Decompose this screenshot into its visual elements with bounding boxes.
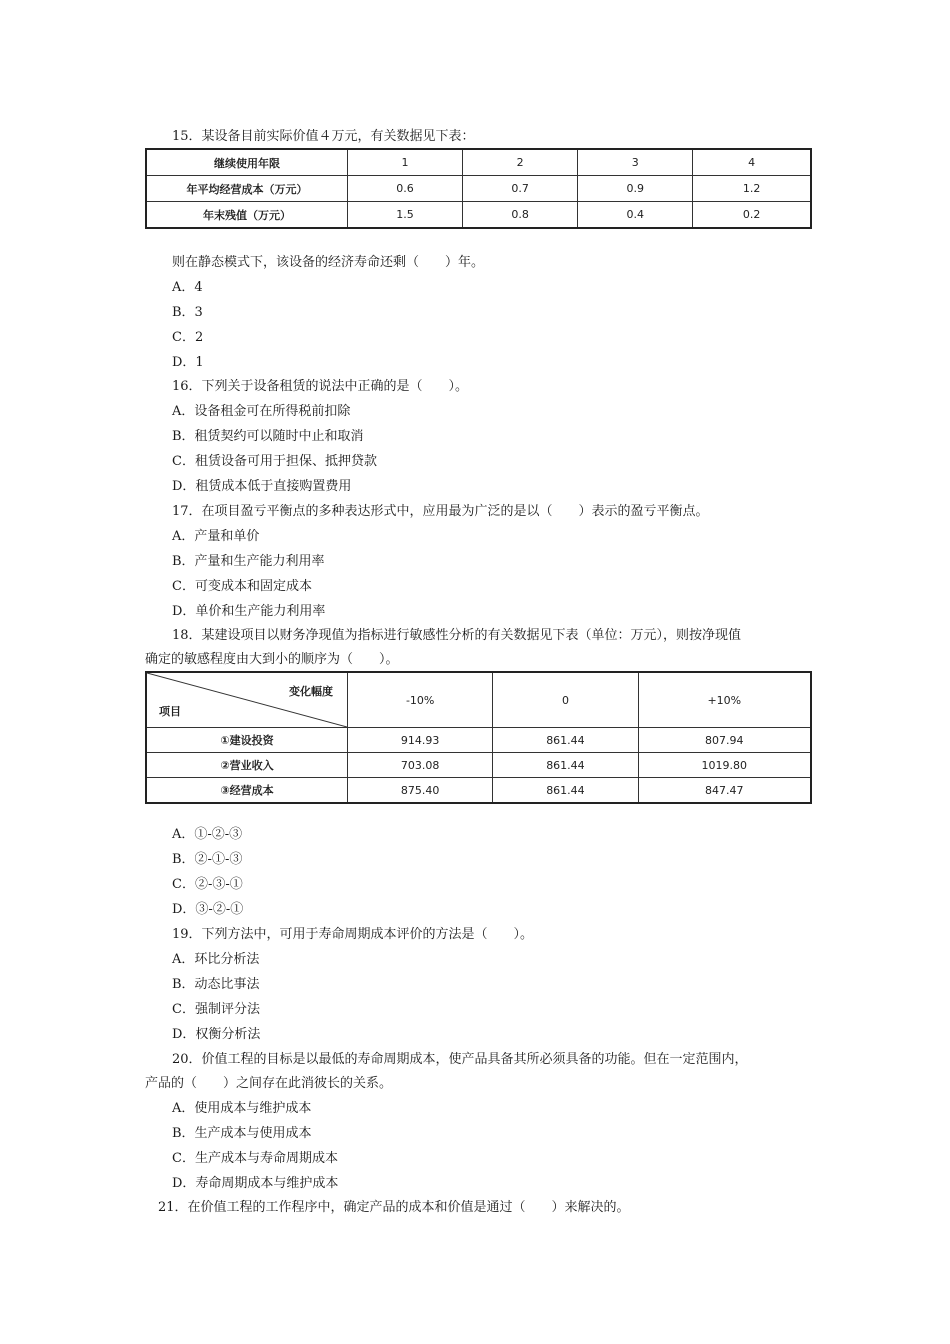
table-cell: 0.9: [578, 176, 693, 202]
q16-option-a: A．设备租金可在所得税前扣除: [172, 404, 351, 419]
corner-label-change: 变化幅度: [289, 685, 333, 698]
q19-option-b: B．动态比事法: [172, 977, 260, 992]
table-column-header: +10%: [638, 672, 811, 728]
q17-option-d: D．单价和生产能力利用率: [172, 604, 326, 619]
table-cell: 1.2: [693, 176, 811, 202]
corner-label-item: 项目: [159, 705, 181, 718]
q16-option-b: B．租赁契约可以随时中止和取消: [172, 429, 364, 444]
q18-stem-line2: 确定的敏感程度由大到小的顺序为（ ）。: [145, 652, 399, 667]
q18-option-a: A．①-②-③: [172, 827, 243, 842]
q20-stem-line1: 20．价值工程的目标是以最低的寿命周期成本，使产品具备其所必须具备的功能。但在一定范围内，: [172, 1052, 748, 1067]
q19-stem: 19．下列方法中，可用于寿命周期成本评价的方法是（ ）。: [172, 927, 534, 942]
table-row: [146, 778, 811, 804]
q15-question: 则在静态模式下，该设备的经济寿命还剩（ ）年。: [172, 255, 485, 270]
q15-option-a: A．4: [172, 280, 203, 295]
table-cell: 0.2: [693, 202, 811, 229]
q15-option-b: B．3: [172, 305, 203, 320]
table-row-label: ①建设投资: [146, 728, 348, 753]
table-cell: 0.4: [578, 202, 693, 229]
table-cell: 807.94: [638, 728, 811, 753]
table-cell: 4: [693, 149, 811, 176]
table-cell: 914.93: [348, 728, 493, 753]
table-cell: 0.6: [348, 176, 463, 202]
q20-option-a: A．使用成本与维护成本: [172, 1101, 312, 1116]
table-row: [146, 753, 811, 778]
table-row: [146, 672, 811, 728]
q21-stem: 21．在价值工程的工作程序中，确定产品的成本和价值是通过（ ）来解决的。: [158, 1200, 630, 1215]
q18-stem-line1: 18．某建设项目以财务净现值为指标进行敏感性分析的有关数据见下表（单位：万元），则按净现值: [172, 628, 742, 643]
q15-stem: 15．某设备目前实际价值４万元，有关数据见下表：: [172, 129, 475, 144]
table-cell: 1.5: [348, 202, 463, 229]
table-row-label: 继续使用年限: [146, 149, 348, 176]
table-corner-cell: [146, 672, 348, 728]
q18-option-d: D．③-②-①: [172, 902, 244, 917]
table-row: [146, 176, 811, 202]
table-cell: 847.47: [638, 778, 811, 804]
q20-option-c: C．生产成本与寿命周期成本: [172, 1151, 338, 1166]
table-cell: 0.8: [463, 202, 578, 229]
q20-option-b: B．生产成本与使用成本: [172, 1126, 312, 1141]
q19-option-c: C．强制评分法: [172, 1002, 260, 1017]
table-cell: 0.7: [463, 176, 578, 202]
table-cell: 3: [578, 149, 693, 176]
q16-option-d: D．租赁成本低于直接购置费用: [172, 479, 352, 494]
q17-option-a: A．产量和单价: [172, 529, 260, 544]
table-cell: 703.08: [348, 753, 493, 778]
q16-stem: 16．下列关于设备租赁的说法中正确的是（ ）。: [172, 379, 469, 394]
q18-option-c: C．②-③-①: [172, 877, 243, 892]
table-cell: 861.44: [493, 753, 638, 778]
table-row: [146, 728, 811, 753]
table-cell: 2: [463, 149, 578, 176]
q15-option-c: C．2: [172, 330, 204, 345]
q18-option-b: B．②-①-③: [172, 852, 243, 867]
table-row-label: 年平均经营成本（万元）: [146, 176, 348, 202]
q20-option-d: D．寿命周期成本与维护成本: [172, 1176, 339, 1191]
table-row-label: 年末残值（万元）: [146, 202, 348, 229]
table-column-header: 0: [493, 672, 638, 728]
q19-option-d: D．权衡分析法: [172, 1027, 261, 1042]
q16-option-c: C．租赁设备可用于担保、抵押贷款: [172, 454, 377, 469]
q15-option-d: D．1: [172, 355, 204, 370]
table-row-label: ②营业收入: [146, 753, 348, 778]
table-column-header: -10%: [348, 672, 493, 728]
table-cell: 1: [348, 149, 463, 176]
q17-stem: 17．在项目盈亏平衡点的多种表达形式中，应用最为广泛的是以（ ）表示的盈亏平衡点。: [172, 504, 709, 519]
table-cell: 1019.80: [638, 753, 811, 778]
q20-stem-line2: 产品的（ ）之间存在此消彼长的关系。: [145, 1076, 393, 1091]
table-row-label: ③经营成本: [146, 778, 348, 804]
q17-option-c: C．可变成本和固定成本: [172, 579, 312, 594]
table-cell: 875.40: [348, 778, 493, 804]
table-row: [146, 202, 811, 229]
q19-option-a: A．环比分析法: [172, 952, 260, 967]
q18-sensitivity-table: [145, 671, 812, 804]
q17-option-b: B．产量和生产能力利用率: [172, 554, 325, 569]
q15-data-table: [145, 148, 812, 229]
table-cell: 861.44: [493, 728, 638, 753]
table-row: [146, 149, 811, 176]
table-cell: 861.44: [493, 778, 638, 804]
